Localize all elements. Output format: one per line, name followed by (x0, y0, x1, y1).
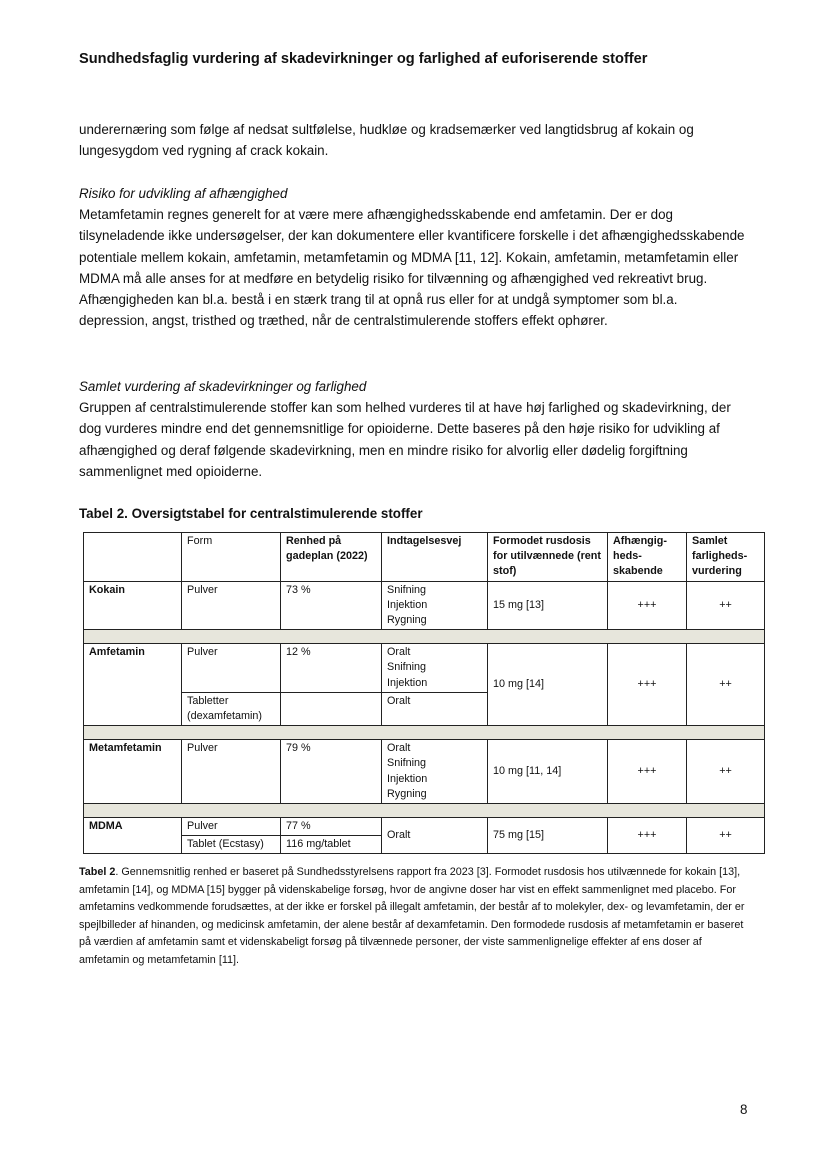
route-item: Snifning (387, 583, 427, 596)
route-item: Oralt (387, 742, 411, 755)
route-cell (382, 740, 488, 804)
intro-text: underernæring som følge af nedsat sultfølelse, hudkløe og kradsemærker ved langtidsbrug af kokain og lungesygdom ved rygning af crack kokain. (79, 122, 694, 159)
form-cell: Tablet (Ecstasy) (182, 836, 281, 854)
table-row-mdma (84, 818, 765, 836)
dependence-cell: +++ (608, 818, 687, 854)
route-item: Snifning (387, 757, 427, 770)
purity-cell: 77 % (281, 818, 382, 836)
overview-table (83, 532, 765, 854)
header-route: Indtagelsesvej (382, 533, 488, 582)
route-item: Rygning (387, 787, 427, 800)
route-item: Oralt (387, 694, 411, 707)
route-item: Injektion (387, 772, 428, 785)
section-heading-overall: Samlet vurdering af skadevirkninger og farlighed (79, 379, 367, 394)
table-title: Tabel 2. Oversigtstabel for centralstimulerende stoffer (79, 506, 423, 521)
dose-cell: 15 mg [13] (488, 581, 608, 630)
route-item: Rygning (387, 614, 427, 627)
purity-cell: 73 % (281, 581, 382, 630)
purity-cell: 116 mg/tablet (281, 836, 382, 854)
danger-cell: ++ (687, 644, 765, 726)
route-item: Injektion (387, 676, 428, 689)
table-row-metamfetamin (84, 740, 765, 804)
caption-text: . Gennemsnitlig renhed er baseret på Sundhedsstyrelsens rapport fra 2023 [3]. Formodet rusdosis hos utilvænnede for kokain [13], amfetamin [14], og MDMA [15] bygger på videnskabelige forsøg, hvor de angivne doser har vist en effekt sammenlignet med placebo. For amfetamins vedkommende forudsættes, at der ikke er forskel på illegalt amfetamin, der består af to molekyler, dex- og levamfetamin, der er spejlbilleder af hinanden, og medicinsk amfetamin, der alene består af dexamfetamin. Den formodede rusdosis af metamfetamin er baseret på værdien af amfetamin samt et videnskabeligt forsøg på tilvænnede personer, der viste sammenlignelige effekter af ens doser af amfetamin og metamfetamin [11]. (79, 866, 745, 966)
form-cell: Pulver (182, 581, 281, 630)
running-header: Sundhedsfaglig vurdering af skadevirkninger og farlighed af euforiserende stoffer (79, 51, 648, 67)
page-number: 8 (740, 1102, 748, 1117)
header-form: Form (182, 533, 281, 582)
header-danger: Samlet farligheds-vurdering (687, 533, 765, 582)
substance-name: Kokain (84, 581, 182, 630)
section-addiction (79, 183, 749, 331)
section-heading-addiction: Risiko for udvikling af afhængighed (79, 186, 288, 201)
separator-row (84, 726, 765, 740)
substance-name: Metamfetamin (84, 740, 182, 804)
purity-cell (281, 692, 382, 725)
dependence-cell: +++ (608, 644, 687, 726)
form-cell: Pulver (182, 740, 281, 804)
danger-cell: ++ (687, 818, 765, 854)
route-cell: Oralt (382, 818, 488, 854)
header-dependence: Afhængig-heds-skabende (608, 533, 687, 582)
section-text-overall: Gruppen af centralstimulerende stoffer kan som helhed vurderes til at have høj farlighed og skadevirkning, der dog vurderes mindre end det gennemsnitlige for opioiderne. Dette baseres på den høje risiko for udvikling af afhængighed og deraf følgende skadevirkning, men en mindre risiko for alvorlig eller dødelig forgiftning sammenlignet med opioiderne. (79, 400, 731, 479)
route-item: Oralt (387, 646, 411, 659)
dose-cell: 10 mg [14] (488, 644, 608, 726)
dose-cell: 75 mg [15] (488, 818, 608, 854)
substance-name: MDMA (84, 818, 182, 854)
form-cell: Pulver (182, 644, 281, 693)
separator-row (84, 630, 765, 644)
dependence-cell: +++ (608, 581, 687, 630)
purity-cell: 12 % (281, 644, 382, 693)
header-substance (84, 533, 182, 582)
table-row-amfetamin (84, 644, 765, 693)
table-caption (79, 864, 751, 970)
section-overall (79, 376, 749, 482)
route-cell (382, 581, 488, 630)
substance-name: Amfetamin (84, 644, 182, 726)
danger-cell: ++ (687, 581, 765, 630)
form-cell: Tabletter (dexamfetamin) (182, 692, 281, 725)
section-text-addiction: Metamfetamin regnes generelt for at være mere afhængighedsskabende end amfetamin. Der er dog tilsyneladende ikke undersøgelser, der kan dokumentere eller kvantificere forskelle i det afhængighedsskabende potentiale mellem kokain, amfetamin, metamfetamin og MDMA [11, 12]. Kokain, amfetamin, metamfetamin eller MDMA må alle anses for at medføre en betydelig risiko for tilvænning og afhængighed ved rekreativt brug. Afhængigheden kan bl.a. bestå i en stærk trang til at opnå rus eller for at undgå symptomer som bl.a. depression, angst, tristhed og træthed, når de centralstimulerende stoffers effekt ophører. (79, 207, 745, 329)
intro-paragraph (79, 119, 749, 161)
route-item: Injektion (387, 598, 428, 611)
form-cell: Pulver (182, 818, 281, 836)
separator-row (84, 804, 765, 818)
dose-cell: 10 mg [11, 14] (488, 740, 608, 804)
table-header-row (84, 533, 765, 582)
header-purity: Renhed på gadeplan (2022) (281, 533, 382, 582)
dependence-cell: +++ (608, 740, 687, 804)
purity-cell: 79 % (281, 740, 382, 804)
route-cell (382, 692, 488, 725)
header-dose: Formodet rusdosis for utilvænnede (rent stof) (488, 533, 608, 582)
route-item: Snifning (387, 661, 427, 674)
caption-label: Tabel 2 (79, 866, 116, 878)
route-cell (382, 644, 488, 693)
danger-cell: ++ (687, 740, 765, 804)
table-row-kokain (84, 581, 765, 630)
